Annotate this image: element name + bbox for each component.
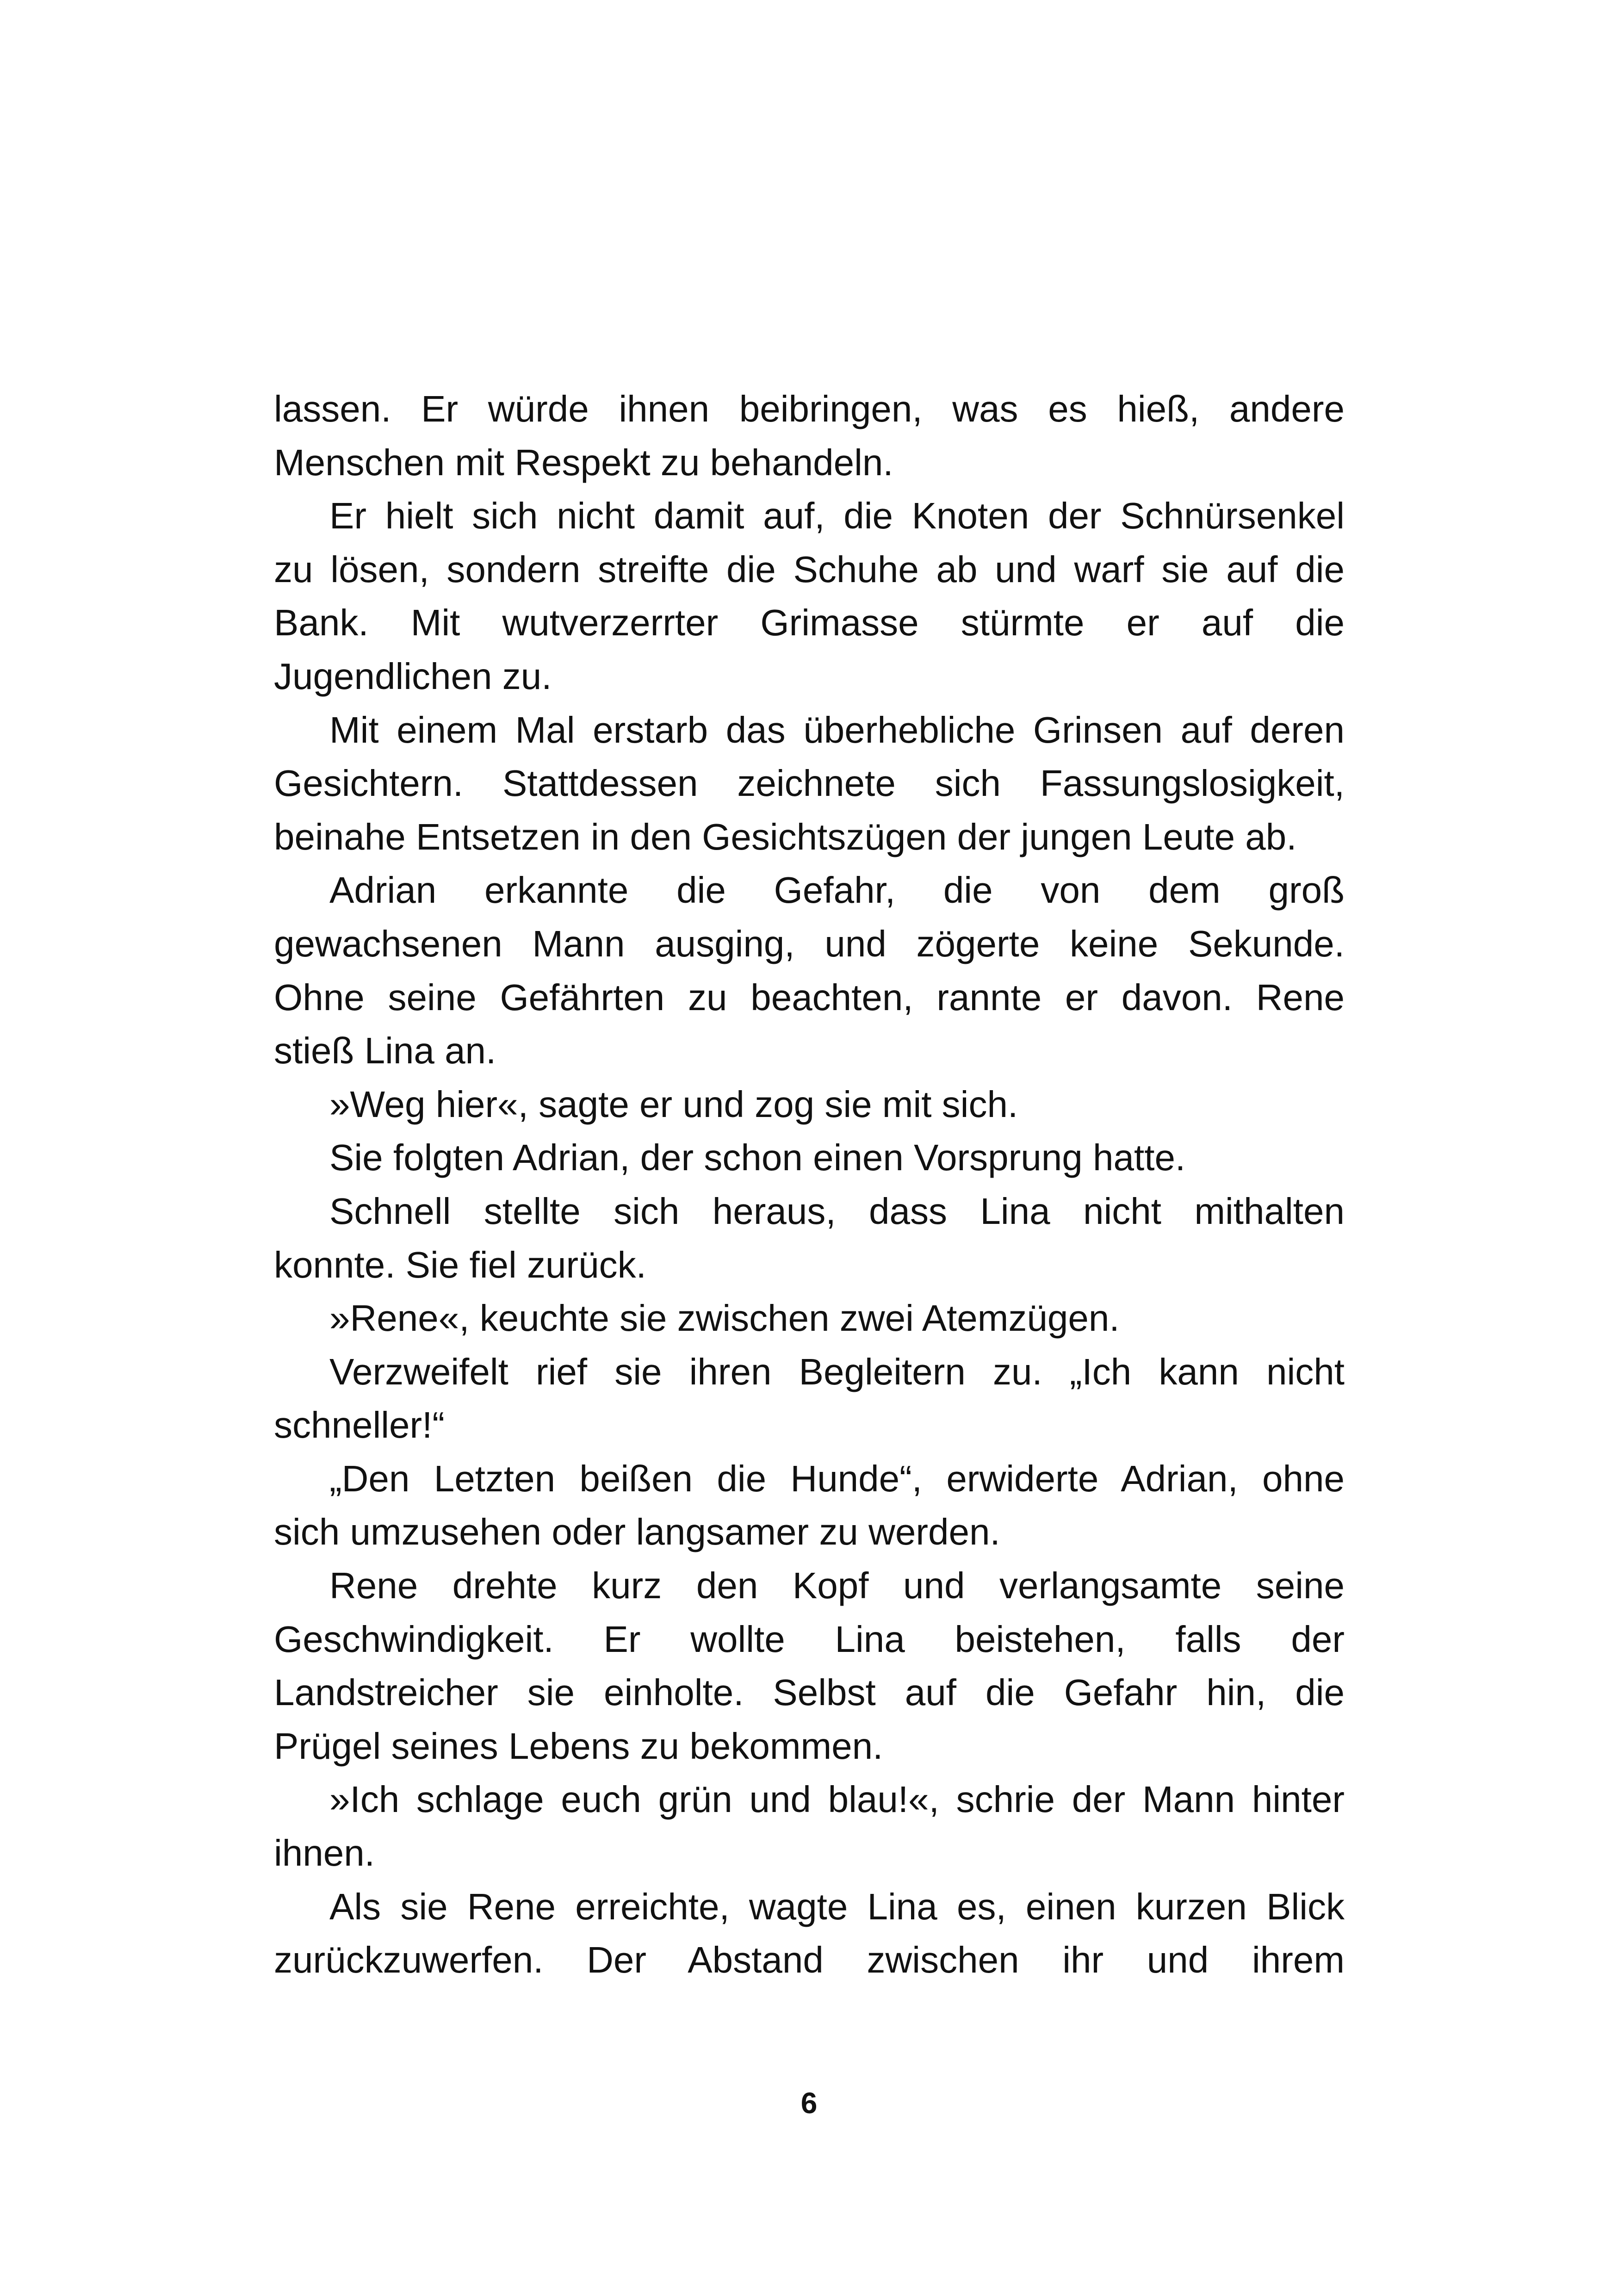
page-number: 6: [800, 2086, 818, 2120]
paragraph: [274, 1185, 1345, 1291]
paragraph: [274, 1345, 1345, 1452]
line: Adrian erkannte die Gefahr, die von dem groß: [329, 869, 1345, 911]
line: Sie folgten Adrian, der schon einen Vorsprung hatte.: [329, 1137, 1186, 1179]
paragraph: [274, 382, 1345, 489]
paragraph: [274, 489, 1345, 703]
line: stieß Lina an.: [274, 1030, 496, 1072]
paragraph: [274, 1559, 1345, 1773]
line: „Den Letzten beißen die Hunde“, erwiderte Adrian, ohne: [329, 1458, 1345, 1499]
paragraph: [274, 1452, 1345, 1559]
line: lassen. Er würde ihnen beibringen, was es hieß, andere: [274, 388, 1345, 429]
line: Er hielt sich nicht damit auf, die Knoten der Schnürsenkel: [329, 495, 1345, 537]
line: Mit einem Mal erstarb das überhebliche Grinsen auf deren: [329, 709, 1345, 751]
line: Geschwindigkeit. Er wollte Lina beistehen, falls der: [274, 1618, 1345, 1660]
paragraph: [274, 1131, 1345, 1185]
line: »Ich schlage euch grün und blau!«, schrie der Mann hinter: [329, 1779, 1345, 1820]
line: sich umzusehen oder langsamer zu werden.: [274, 1511, 1000, 1553]
line: Rene drehte kurz den Kopf und verlangsamte seine: [329, 1565, 1345, 1607]
line: beinahe Entsetzen in den Gesichtszügen der jungen Leute ab.: [274, 816, 1297, 857]
paragraph: [274, 1880, 1345, 1987]
page-body: [274, 382, 1345, 1987]
line: zurückzuwerfen. Der Abstand zwischen ihr und ihrem: [274, 1939, 1345, 1981]
paragraph: [274, 1078, 1345, 1131]
line: »Rene«, keuchte sie zwischen zwei Atemzügen.: [329, 1297, 1120, 1339]
line: konnte. Sie fiel zurück.: [274, 1244, 646, 1285]
line: ihnen.: [274, 1832, 375, 1874]
line: Ohne seine Gefährten zu beachten, rannte er davon. Rene: [274, 976, 1345, 1018]
line: gewachsenen Mann ausging, und zögerte keine Sekunde.: [274, 923, 1345, 964]
line: schneller!“: [274, 1404, 445, 1446]
line: Verzweifelt rief sie ihren Begleitern zu. „Ich kann nicht: [329, 1351, 1345, 1392]
line: Bank. Mit wutverzerrter Grimasse stürmte er auf die: [274, 602, 1345, 644]
line: Landstreicher sie einholte. Selbst auf die Gefahr hin, die: [274, 1672, 1345, 1713]
line: Gesichtern. Stattdessen zeichnete sich Fassungslosigkeit,: [274, 763, 1345, 804]
line: Menschen mit Respekt zu behandeln.: [274, 441, 893, 483]
line: Als sie Rene erreichte, wagte Lina es, einen kurzen Blick: [329, 1886, 1345, 1927]
paragraph: [274, 1291, 1345, 1345]
line: zu lösen, sondern streifte die Schuhe ab und warf sie auf die: [274, 548, 1345, 590]
line: »Weg hier«, sagte er und zog sie mit sich.: [329, 1083, 1018, 1125]
paragraph: [274, 1773, 1345, 1880]
line: Schnell stellte sich heraus, dass Lina nicht mithalten: [329, 1190, 1345, 1232]
line: Jugendlichen zu.: [274, 655, 552, 697]
paragraph: [274, 863, 1345, 1077]
line: Prügel seines Lebens zu bekommen.: [274, 1725, 883, 1767]
paragraph: [274, 703, 1345, 864]
